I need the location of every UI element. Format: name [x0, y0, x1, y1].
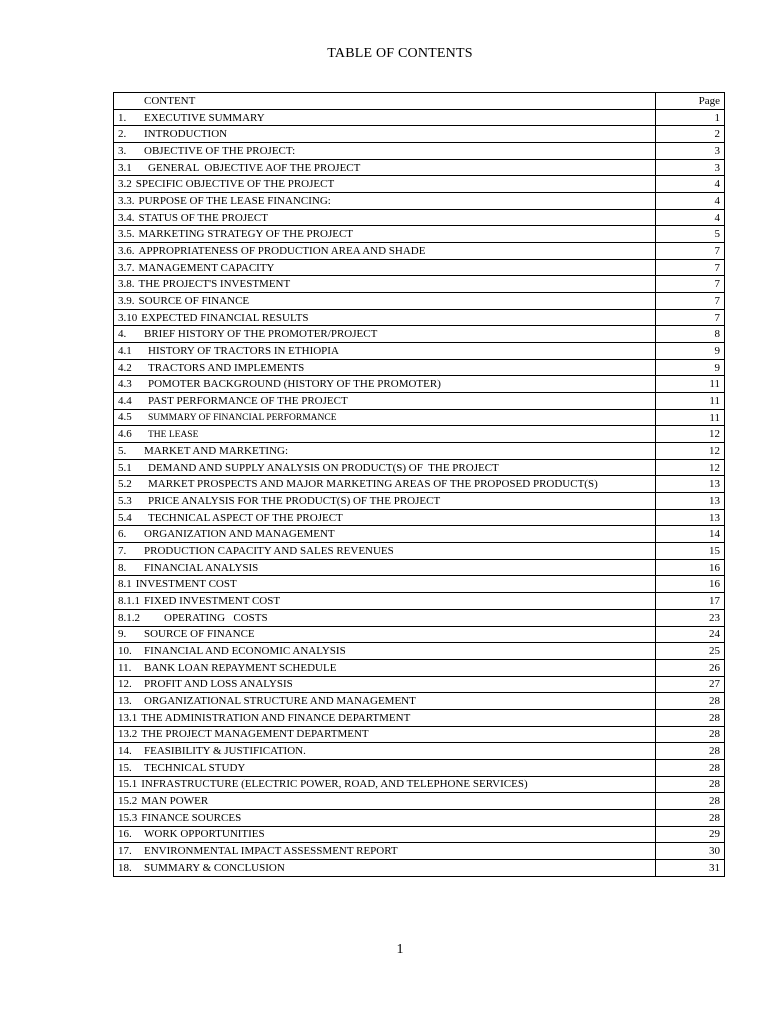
- toc-entry: [114, 809, 656, 826]
- page-title: TABLE OF CONTENTS: [327, 46, 473, 61]
- toc-entry-label: PRODUCTION CAPACITY AND SALES REVENUES: [144, 544, 394, 557]
- toc-entry-page: 2: [655, 126, 724, 143]
- toc-entry-number: 4.3: [118, 378, 132, 391]
- toc-row[interactable]: [114, 359, 725, 376]
- toc-entry-label: FINANCE SOURCES: [141, 811, 242, 824]
- toc-entry-label: ORGANIZATIONAL STRUCTURE AND MANAGEMENT: [144, 695, 416, 708]
- toc-row[interactable]: [114, 143, 725, 160]
- toc-entry-label: BANK LOAN REPAYMENT SCHEDULE: [144, 661, 337, 674]
- toc-entry-label: EXPECTED FINANCIAL RESULTS: [141, 311, 309, 324]
- toc-row[interactable]: [114, 676, 725, 693]
- toc-entry-page: 8: [655, 326, 724, 343]
- toc-entry-page: 17: [655, 593, 724, 610]
- toc-entry: [114, 293, 656, 310]
- toc-entry: [114, 143, 656, 160]
- toc-entry-page: 27: [655, 676, 724, 693]
- toc-entry-page: 28: [655, 709, 724, 726]
- toc-entry-number: 9.: [118, 628, 127, 641]
- toc-entry-label: INVESTMENT COST: [135, 578, 237, 591]
- toc-entry-number: 11.: [118, 661, 132, 674]
- toc-entry-label: PURPOSE OF THE LEASE FINANCING:: [138, 194, 331, 207]
- toc-entry-page: 9: [655, 343, 724, 360]
- toc-entry-number: 5.: [118, 444, 127, 457]
- toc-entry: [114, 609, 656, 626]
- toc-entry-page: 4: [655, 193, 724, 210]
- toc-entry-page: 15: [655, 543, 724, 560]
- toc-entry-label: SPECIFIC OBJECTIVE OF THE PROJECT: [135, 178, 335, 191]
- toc-entry-number: 4.5: [118, 411, 132, 424]
- toc-entry-label: INFRASTRUCTURE (ELECTRIC POWER, ROAD, AND TELEPHONE SERVICES): [141, 778, 528, 791]
- toc-entry: [114, 343, 656, 360]
- toc-entry-label: APPROPRIATENESS OF PRODUCTION AREA AND SHADE: [138, 244, 426, 257]
- toc-entry-label: HISTORY OF TRACTORS IN ETHIOPIA: [148, 344, 339, 357]
- page-number: 1: [396, 942, 404, 957]
- toc-entry-number: 7.: [118, 544, 127, 557]
- toc-entry-page: 12: [655, 426, 724, 443]
- toc-entry-number: 1.: [118, 111, 127, 124]
- toc-entry-label: THE ADMINISTRATION AND FINANCE DEPARTMENT: [141, 711, 411, 724]
- toc-entry: [114, 259, 656, 276]
- toc-entry-label: DEMAND AND SUPPLY ANALYSIS ON PRODUCT(S) OF THE PROJECT: [148, 461, 499, 474]
- toc-entry-label: MAN POWER: [141, 795, 209, 808]
- toc-entry: [114, 209, 656, 226]
- toc-entry-number: 5.2: [118, 478, 132, 491]
- toc-entry-label: MARKET PROSPECTS AND MAJOR MARKETING AREAS OF THE PROPOSED PRODUCT(S): [148, 478, 598, 491]
- toc-entry-page: 11: [655, 393, 724, 410]
- toc-entry: [114, 826, 656, 843]
- toc-entry-number: 15.: [118, 761, 132, 774]
- toc-row[interactable]: [114, 826, 725, 843]
- toc-entry-label: OPERATING COSTS: [164, 611, 268, 624]
- toc-entry: [114, 759, 656, 776]
- toc-entry-number: 8.1.2: [118, 611, 140, 624]
- toc-entry-label: OBJECTIVE OF THE PROJECT:: [144, 144, 296, 157]
- toc-row[interactable]: [114, 109, 725, 126]
- toc-entry-label: THE LEASE: [148, 429, 199, 440]
- toc-row[interactable]: [114, 443, 725, 460]
- toc-entry-number: 18.: [118, 861, 132, 874]
- toc-entry: [114, 559, 656, 576]
- toc-entry-number: 3.8.: [118, 278, 135, 291]
- toc-entry-label: POMOTER BACKGROUND (HISTORY OF THE PROMOTER): [148, 378, 441, 391]
- toc-entry: [114, 709, 656, 726]
- toc-row[interactable]: [114, 326, 725, 343]
- toc-row[interactable]: [114, 743, 725, 760]
- toc-entry-number: 3.10: [118, 311, 138, 324]
- toc-entry-label: PAST PERFORMANCE OF THE PROJECT: [148, 394, 348, 407]
- toc-row[interactable]: [114, 643, 725, 660]
- toc-entry-label: TECHNICAL STUDY: [144, 761, 246, 774]
- toc-row[interactable]: [114, 709, 725, 726]
- toc-row[interactable]: [114, 343, 725, 360]
- toc-entry-number: 13.: [118, 695, 132, 708]
- toc-row[interactable]: [114, 209, 725, 226]
- toc-row[interactable]: [114, 626, 725, 643]
- toc-entry-page: 28: [655, 809, 724, 826]
- toc-entry-page: 26: [655, 659, 724, 676]
- toc-table: [113, 92, 725, 877]
- toc-entry-number: 3.: [118, 144, 127, 157]
- toc-entry: [114, 126, 656, 143]
- toc-entry-number: 13.1: [118, 711, 138, 724]
- toc-entry-page: 7: [655, 243, 724, 260]
- toc-entry: [114, 426, 656, 443]
- toc-row[interactable]: [114, 593, 725, 610]
- toc-entry: [114, 793, 656, 810]
- toc-row[interactable]: [114, 193, 725, 210]
- toc-entry-page: 30: [655, 843, 724, 860]
- toc-entry: [114, 393, 656, 410]
- toc-entry: [114, 576, 656, 593]
- toc-entry-number: 4.: [118, 328, 127, 341]
- toc-entry-page: 3: [655, 159, 724, 176]
- toc-entry-page: 11: [655, 376, 724, 393]
- toc-entry: [114, 776, 656, 793]
- toc-entry: [114, 376, 656, 393]
- toc-entry: [114, 459, 656, 476]
- toc-entry-page: 12: [655, 459, 724, 476]
- toc-entry: [114, 193, 656, 210]
- toc-entry: [114, 693, 656, 710]
- toc-row[interactable]: [114, 609, 725, 626]
- toc-entry-label: BRIEF HISTORY OF THE PROMOTER/PROJECT: [144, 328, 378, 341]
- toc-row[interactable]: [114, 459, 725, 476]
- toc-row[interactable]: [114, 409, 725, 426]
- toc-row[interactable]: [114, 509, 725, 526]
- toc-entry-page: 23: [655, 609, 724, 626]
- toc-entry-label: MARKETING STRATEGY OF THE PROJECT: [138, 228, 354, 241]
- toc-entry-page: 28: [655, 743, 724, 760]
- toc-entry-number: 14.: [118, 745, 132, 758]
- toc-row[interactable]: [114, 393, 725, 410]
- toc-entry-page: 13: [655, 509, 724, 526]
- toc-entry-label: EXECUTIVE SUMMARY: [144, 111, 265, 124]
- toc-entry-page: 7: [655, 276, 724, 293]
- toc-entry-page: 31: [655, 859, 724, 876]
- toc-entry-label: SOURCE OF FINANCE: [144, 628, 255, 641]
- toc-entry: [114, 409, 656, 426]
- toc-entry-label: PRICE ANALYSIS FOR THE PRODUCT(S) OF THE PROJECT: [148, 494, 441, 507]
- toc-entry-page: 7: [655, 293, 724, 310]
- toc-entry-number: 15.3: [118, 811, 138, 824]
- toc-entry-page: 16: [655, 576, 724, 593]
- toc-entry: [114, 509, 656, 526]
- toc-entry-page: 28: [655, 759, 724, 776]
- toc-entry-page: 25: [655, 643, 724, 660]
- toc-entry-number: 4.6: [118, 427, 132, 440]
- toc-row[interactable]: [114, 843, 725, 860]
- toc-entry-label: TECHNICAL ASPECT OF THE PROJECT: [148, 511, 343, 524]
- toc-entry-page: 28: [655, 793, 724, 810]
- toc-entry: [114, 159, 656, 176]
- toc-row[interactable]: [114, 159, 725, 176]
- toc-entry: [114, 276, 656, 293]
- toc-entry: [114, 226, 656, 243]
- toc-row[interactable]: [114, 126, 725, 143]
- toc-entry: [114, 626, 656, 643]
- toc-entry-label: FEASIBILITY & JUSTIFICATION.: [144, 745, 306, 758]
- toc-entry-label: SUMMARY OF FINANCIAL PERFORMANCE: [148, 413, 337, 424]
- toc-entry-page: 12: [655, 443, 724, 460]
- toc-entry-number: 3.6.: [118, 244, 135, 257]
- toc-header-content-label: CONTENT: [144, 94, 196, 107]
- toc-row[interactable]: [114, 176, 725, 193]
- toc-entry: [114, 659, 656, 676]
- toc-row[interactable]: [114, 309, 725, 326]
- toc-entry-number: 5.3: [118, 494, 132, 507]
- toc-entry: [114, 109, 656, 126]
- toc-row[interactable]: [114, 776, 725, 793]
- toc-entry-page: 14: [655, 526, 724, 543]
- toc-entry-page: 1: [655, 109, 724, 126]
- toc-entry-label: FIXED INVESTMENT COST: [144, 594, 281, 607]
- toc-entry-number: 3.5.: [118, 228, 135, 241]
- toc-entry-number: 3.9.: [118, 294, 135, 307]
- toc-row[interactable]: [114, 376, 725, 393]
- toc-entry-number: 16.: [118, 828, 132, 841]
- toc-entry-number: 13.2: [118, 728, 138, 741]
- toc-row[interactable]: [114, 793, 725, 810]
- toc-entry: [114, 526, 656, 543]
- toc-entry-number: 4.2: [118, 361, 132, 374]
- toc-entry-number: 4.4: [118, 394, 132, 407]
- toc-entry-number: 10.: [118, 645, 132, 657]
- toc-entry: [114, 476, 656, 493]
- toc-entry-label: WORK OPPORTUNITIES: [144, 828, 265, 841]
- toc-entry: [114, 326, 656, 343]
- toc-header-row: [114, 93, 725, 110]
- toc-entry-label: FINANCIAL AND ECONOMIC ANALYSIS: [144, 645, 346, 657]
- toc-entry-label: MANAGEMENT CAPACITY: [138, 261, 275, 274]
- toc-entry: [114, 593, 656, 610]
- toc-row[interactable]: [114, 809, 725, 826]
- toc-entry: [114, 359, 656, 376]
- toc-entry-page: 28: [655, 776, 724, 793]
- toc-entry: [114, 676, 656, 693]
- toc-row[interactable]: [114, 276, 725, 293]
- toc-header-content: [114, 93, 656, 110]
- toc-entry-page: 4: [655, 176, 724, 193]
- toc-entry: [114, 543, 656, 560]
- toc-header-page: Page: [655, 93, 724, 110]
- toc-entry: [114, 493, 656, 510]
- toc-entry-number: 12.: [118, 678, 132, 691]
- toc-row[interactable]: [114, 726, 725, 743]
- toc-entry-number: 6.: [118, 528, 127, 541]
- toc-entry-page: 4: [655, 209, 724, 226]
- toc-entry-label: SOURCE OF FINANCE: [138, 294, 250, 307]
- toc-entry-label: TRACTORS AND IMPLEMENTS: [148, 361, 305, 374]
- toc-entry-number: 15.2: [118, 795, 138, 808]
- toc-entry-page: 13: [655, 493, 724, 510]
- toc-entry-number: 3.7.: [118, 261, 135, 274]
- toc-entry-page: 7: [655, 259, 724, 276]
- toc-row[interactable]: [114, 526, 725, 543]
- toc-entry-label: ENVIRONMENTAL IMPACT ASSESSMENT REPORT: [144, 845, 398, 858]
- toc-entry: [114, 243, 656, 260]
- toc-entry-label: ORGANIZATION AND MANAGEMENT: [144, 528, 335, 541]
- toc-entry-label: PROFIT AND LOSS ANALYSIS: [144, 678, 293, 691]
- toc-entry-label: MARKET AND MARKETING:: [144, 444, 289, 457]
- toc-entry-page: 13: [655, 476, 724, 493]
- toc-entry: [114, 643, 656, 660]
- toc-entry-label: SUMMARY & CONCLUSION: [144, 861, 285, 874]
- toc-entry-number: 3.1: [118, 161, 132, 174]
- toc-entry: [114, 859, 656, 876]
- toc-row[interactable]: [114, 659, 725, 676]
- toc-entry: [114, 176, 656, 193]
- toc-entry-page: 11: [655, 409, 724, 426]
- toc-entry-page: 28: [655, 726, 724, 743]
- toc-row[interactable]: [114, 293, 725, 310]
- toc-entry-page: 16: [655, 559, 724, 576]
- toc-entry-number: 8.1: [118, 578, 132, 591]
- toc-row[interactable]: [114, 576, 725, 593]
- toc-entry-page: 7: [655, 309, 724, 326]
- toc-row[interactable]: [114, 693, 725, 710]
- toc-entry-number: 2.: [118, 128, 127, 141]
- toc-row[interactable]: [114, 493, 725, 510]
- toc-entry-number: 17.: [118, 845, 132, 858]
- toc-entry-label: GENERAL OBJECTIVE AOF THE PROJECT: [148, 161, 361, 174]
- toc-row[interactable]: [114, 759, 725, 776]
- toc-entry-number: 5.4: [118, 511, 132, 524]
- toc-entry-label: THE PROJECT'S INVESTMENT: [138, 278, 291, 291]
- toc-row[interactable]: [114, 476, 725, 493]
- toc-entry-number: 4.1: [118, 344, 132, 357]
- toc-entry-page: 24: [655, 626, 724, 643]
- toc-entry-number: 8.: [118, 561, 127, 574]
- toc-entry-label: THE PROJECT MANAGEMENT DEPARTMENT: [141, 728, 369, 741]
- toc-entry-number: 3.2: [118, 178, 132, 191]
- toc-entry: [114, 443, 656, 460]
- toc-entry-page: 28: [655, 693, 724, 710]
- toc-entry-page: 9: [655, 359, 724, 376]
- toc-row[interactable]: [114, 226, 725, 243]
- toc-row[interactable]: [114, 426, 725, 443]
- toc-entry-label: INTRODUCTION: [144, 128, 228, 141]
- toc-row[interactable]: [114, 859, 725, 876]
- toc-entry-number: 8.1.1: [118, 594, 140, 607]
- toc-entry: [114, 843, 656, 860]
- toc-entry-label: FINANCIAL ANALYSIS: [144, 561, 259, 574]
- toc-row[interactable]: [114, 259, 725, 276]
- toc-row[interactable]: [114, 559, 725, 576]
- toc-entry-page: 3: [655, 143, 724, 160]
- toc-entry: [114, 309, 656, 326]
- toc-row[interactable]: [114, 243, 725, 260]
- toc-entry: [114, 726, 656, 743]
- toc-entry-number: 3.3.: [118, 194, 135, 207]
- toc-entry-page: 5: [655, 226, 724, 243]
- toc-entry-number: 5.1: [118, 461, 132, 474]
- toc-entry-page: 29: [655, 826, 724, 843]
- toc-entry-number: 15.1: [118, 778, 138, 791]
- toc-entry-label: STATUS OF THE PROJECT: [138, 211, 268, 224]
- toc-entry: [114, 743, 656, 760]
- toc-entry-number: 3.4.: [118, 211, 135, 224]
- toc-row[interactable]: [114, 543, 725, 560]
